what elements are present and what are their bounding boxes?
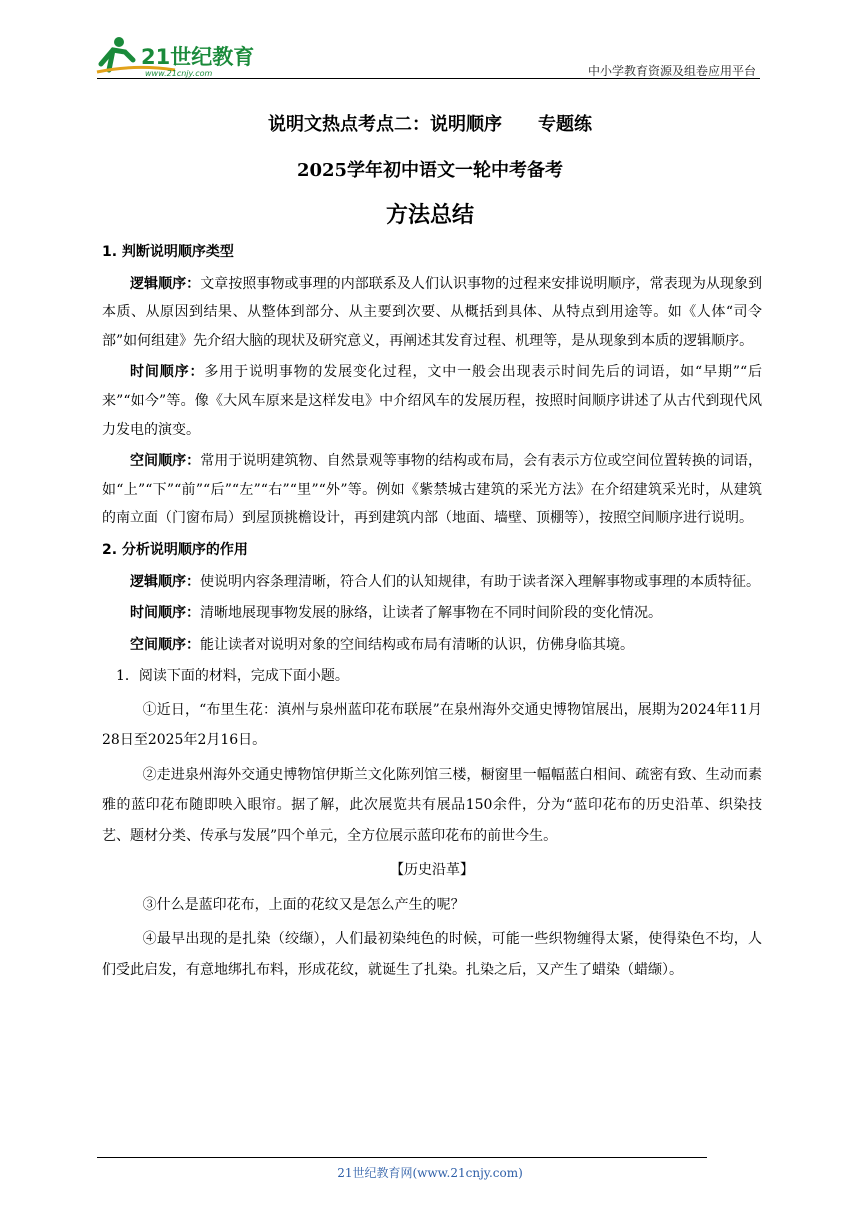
page-header [95,30,760,80]
document-body [102,238,762,985]
doc-title-line2: 2025学年初中语文一轮中考备考 [296,160,564,181]
svg-text:21世纪教育: 21世纪教育 [141,45,255,69]
s1-space: 空间顺序：常用于说明建筑物、自然景观等事物的结构或布局，会有表示方位或空间位置转换的词语，如“上”“下”“前”“后”“左”“右”“里”“外”等。例如《紫禁城古建筑的采光方法》在介绍建筑采光时，从建筑的南立面（门窗布局）到屋顶挑檐设计，再到建筑内部（地面、墙壁、顶棚等），按照空间顺序进行说明。 [102,453,763,527]
logo-21cnjy [95,34,265,78]
s1-time: 时间顺序：多用于说明事物的发展变化过程，文中一般会出现表示时间先后的词语，如“早期”“后来”“如今”等。像《大风车原来是这样发电》中介绍风车的发展历程，按照时间顺序讲述了从古代到现代风力发电的演变。 [102,364,762,438]
footer-link[interactable]: 21世纪教育网(www.21cnjy.com) [337,1166,523,1180]
material-para-3: ③什么是蓝印花布，上面的花纹又是怎么产生的呢？ [142,896,465,913]
footer-rule [97,1157,707,1158]
material-para-4: ④最早出现的是扎染（绞缬），人们最初染纯色的时候，可能一些织物缠得太紧，使得染色不均，人们受此启发，有意地绑扎布料，形成花纹，就诞生了扎染。扎染之后，又产生了蜡染（蜡缬）。 [102,931,762,978]
material-para-1: ①近日，“布里生花：滇州与泉州蓝印花布联展”在泉州海外交通史博物馆展出，展期为2024年11月28日至2025年2月16日。 [102,701,762,749]
s2-time: 时间顺序：清晰地展现事物发展的脉络，让读者了解事物在不同时间阶段的变化情况。 [130,605,662,622]
s2-logic: 逻辑顺序：使说明内容条理清晰，符合人们的认知规律，有助于读者深入理解事物或事理的本质特征。 [130,573,760,590]
doc-title-line3: 方法总结 [385,202,474,228]
s1-logic: 逻辑顺序：文章按照事物或事理的内部联系及人们认识事物的过程来安排说明顺序，常表现为从现象到本质、从原因到结果、从整体到部分、从主要到次要、从概括到具体、从特点到用途等。如《人体“司令部”如何组建》先介绍大脑的现状及研究意义，再阐述其发育过程、机理等，是从现象到本质的逻辑顺序。 [102,275,763,349]
doc-title-line1: 说明文热点考点二：说明顺序 专题练 [268,114,592,135]
section1-heading: 1. 判断说明顺序类型 [102,244,234,260]
header-rule [97,78,760,79]
section2-heading: 2. 分析说明顺序的作用 [102,541,248,558]
material-para-2: ②走进泉州海外交通史博物馆伊斯兰文化陈列馆三楼，橱窗里一幅幅蓝白相间、疏密有致、生动而素雅的蓝印花布随即映入眼帘。据了解，此次展览共有展品150余件，分为“蓝印花布的历史沿革、织染技艺、题材分类、传承与发展”四个单元，全方位展示蓝印花布的前世今生。 [102,766,762,844]
question-prompt: 1．阅读下面的材料，完成下面小题。 [116,668,349,685]
material-subheading: 【历史沿革】 [390,862,474,879]
svg-text:www.21cnjy.com: www.21cnjy.com [145,69,213,78]
s2-space: 空间顺序：能让读者对说明对象的空间结构或布局有清晰的认识，仿佛身临其境。 [130,636,634,653]
platform-name: 中小学教育资源及组卷应用平台 [587,64,756,78]
